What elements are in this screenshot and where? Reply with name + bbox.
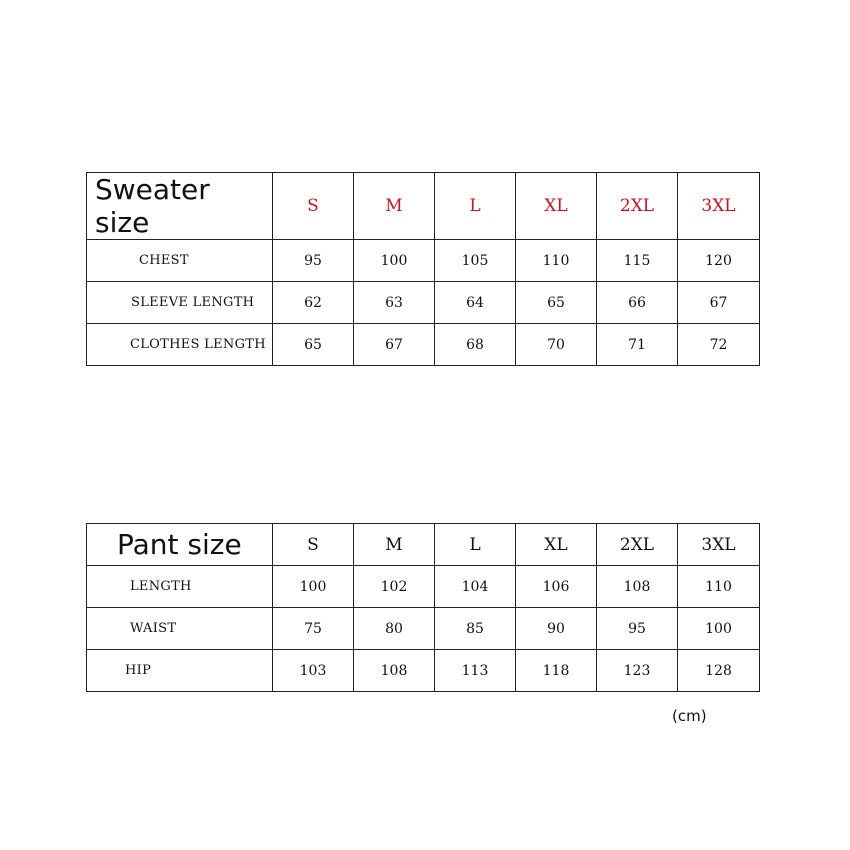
table-cell: 113: [435, 650, 516, 692]
table-cell: 110: [516, 240, 597, 282]
pant-size-table: [86, 523, 760, 692]
unit-note: (cm): [672, 707, 707, 725]
table-cell: 64: [435, 282, 516, 324]
table-cell: 71: [597, 324, 678, 366]
table-cell: 118: [516, 650, 597, 692]
table-cell: 108: [597, 566, 678, 608]
table-cell: 120: [678, 240, 760, 282]
table-cell: 110: [678, 566, 760, 608]
pant-size-header: S: [273, 524, 354, 566]
sweater-size-table: [86, 172, 760, 366]
table-cell: 95: [597, 608, 678, 650]
table-cell: 106: [516, 566, 597, 608]
table-cell: 108: [354, 650, 435, 692]
table-cell: 72: [678, 324, 760, 366]
table-cell: 105: [435, 240, 516, 282]
table-cell: 65: [273, 324, 354, 366]
row-label: CLOTHES LENGTH: [87, 324, 273, 366]
pant-size-header: 3XL: [678, 524, 760, 566]
table-row: [87, 608, 760, 650]
table-cell: 62: [273, 282, 354, 324]
table-cell: 63: [354, 282, 435, 324]
table-row: [87, 282, 760, 324]
table-row: [87, 650, 760, 692]
table-cell: 67: [678, 282, 760, 324]
table-cell: 100: [354, 240, 435, 282]
pant-size-header: L: [435, 524, 516, 566]
table-cell: 75: [273, 608, 354, 650]
table-cell: 65: [516, 282, 597, 324]
sweater-size-header: 2XL: [597, 173, 678, 240]
table-cell: 80: [354, 608, 435, 650]
table-cell: 66: [597, 282, 678, 324]
pant-header-row: [87, 524, 760, 566]
table-cell: 104: [435, 566, 516, 608]
sweater-size-header: M: [354, 173, 435, 240]
sweater-header-row: [87, 173, 760, 240]
table-cell: 67: [354, 324, 435, 366]
table-cell: 68: [435, 324, 516, 366]
sweater-table-title: Sweater size: [87, 173, 273, 240]
table-cell: 95: [273, 240, 354, 282]
pant-size-header: 2XL: [597, 524, 678, 566]
table-row: [87, 240, 760, 282]
table-cell: 70: [516, 324, 597, 366]
row-label: WAIST: [87, 608, 273, 650]
row-label: CHEST: [87, 240, 273, 282]
pant-size-header: XL: [516, 524, 597, 566]
table-row: [87, 566, 760, 608]
table-cell: 100: [273, 566, 354, 608]
sweater-size-header: XL: [516, 173, 597, 240]
table-cell: 103: [273, 650, 354, 692]
table-cell: 128: [678, 650, 760, 692]
sweater-size-header: 3XL: [678, 173, 760, 240]
row-label: SLEEVE LENGTH: [87, 282, 273, 324]
table-cell: 90: [516, 608, 597, 650]
table-cell: 100: [678, 608, 760, 650]
table-cell: 123: [597, 650, 678, 692]
row-label: LENGTH: [87, 566, 273, 608]
table-cell: 115: [597, 240, 678, 282]
table-cell: 85: [435, 608, 516, 650]
sweater-size-header: L: [435, 173, 516, 240]
pant-size-header: M: [354, 524, 435, 566]
table-row: [87, 324, 760, 366]
pant-table-title: Pant size: [87, 524, 273, 566]
sweater-size-header: S: [273, 173, 354, 240]
row-label: HIP: [87, 650, 273, 692]
table-cell: 102: [354, 566, 435, 608]
